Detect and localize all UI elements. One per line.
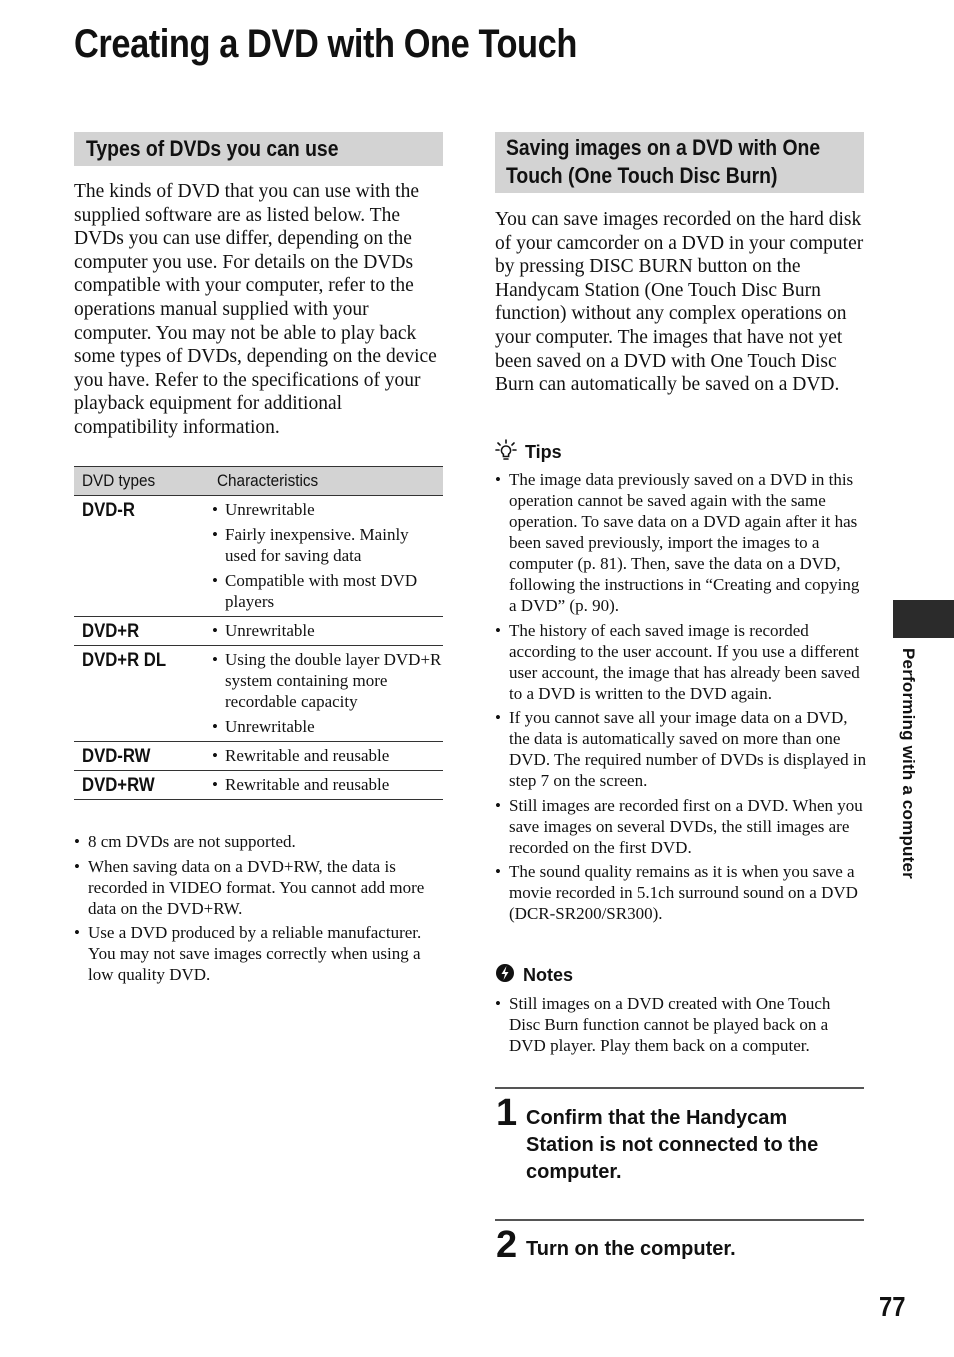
step-instruction: Confirm that the Handycam Station is not connected to the computer.	[526, 1107, 819, 1183]
table-row	[74, 646, 443, 742]
section-heading-dvd-types: Types of DVDs you can use	[74, 132, 443, 166]
list-item: • The sound quality remains as it is when you save a movie recorded in 5.1ch surround sound on a DVD (DCR-SR200/SR300).	[495, 861, 867, 924]
chapter-tab	[893, 600, 954, 638]
tips-list	[495, 469, 867, 928]
notes-heading	[495, 963, 573, 988]
caution-icon	[495, 963, 515, 988]
table-row	[74, 617, 443, 646]
table-row	[74, 496, 443, 617]
dvd-notes-list	[74, 831, 434, 989]
characteristic-item: • Unrewritable	[212, 716, 443, 737]
list-item: • When saving data on a DVD+RW, the data is recorded in VIDEO format. You cannot add more data on the DVD+RW.	[74, 856, 434, 919]
list-item: • The image data previously saved on a DVD in this operation cannot be saved again with the same operation. To save data on a DVD again after it has been saved previously, import the images to a computer (p. 81). Then, save the data on a DVD, following the instructions in “Creating and copying a DVD” (p. 90).	[495, 469, 867, 616]
characteristic-item: • Rewritable and reusable	[212, 774, 443, 795]
characteristics-cell	[212, 496, 443, 617]
dvd-types-intro: The kinds of DVD that you can use with the supplied software are as listed below. The DVDs you can use differ, depending on the computer you use. For details on the DVDs compatible with your computer, refer to the operations manual supplied with your computer. You may not be able to play back some types of DVDs, depending on the device you have. Refer to the specifications of your playback equipment for additional compatibility information.	[74, 181, 437, 438]
tips-heading	[495, 439, 562, 466]
list-item: • The history of each saved image is recorded according to the user account. If you use a different user account, the image that has already been saved to a DVD is written to the DVD again.	[495, 620, 867, 704]
list-item: • Use a DVD produced by a reliable manufacturer. You may not save images correctly when using a low quality DVD.	[74, 922, 434, 985]
list-item: • Still images are recorded first on a DVD. When you save images on several DVDs, the still images are recorded on the first DVD.	[495, 795, 867, 858]
characteristic-item: • Unrewritable	[212, 499, 443, 520]
dvd-type-cell: DVD-RW	[74, 742, 212, 771]
table-header-characteristics: Characteristics	[212, 467, 443, 496]
dvd-types-table	[74, 466, 443, 800]
tips-label: Tips	[525, 442, 562, 462]
step-instruction: Turn on the computer.	[526, 1238, 736, 1260]
page-title: Creating a DVD with One Touch	[74, 22, 577, 66]
dvd-type-cell: DVD+R	[74, 617, 212, 646]
characteristic-item: • Compatible with most DVD players	[212, 570, 443, 612]
list-item: • 8 cm DVDs are not supported.	[74, 831, 434, 852]
step-divider	[495, 1219, 864, 1221]
page-number: 77	[879, 1291, 906, 1322]
one-touch-intro: You can save images recorded on the hard disk of your camcorder on a DVD in your computer by pressing DISC BURN button on the Handycam Station (One Touch Disc Burn function) without any complex operations on your computer. The images that have not yet been saved on a DVD with One Touch Disc Burn can automatically be saved on a DVD.	[495, 209, 864, 396]
dvd-type-cell: DVD+R DL	[74, 646, 212, 742]
characteristics-cell	[212, 646, 443, 742]
step-number: 2	[496, 1224, 518, 1266]
characteristic-item: • Using the double layer DVD+R system containing more recordable capacity	[212, 649, 443, 712]
dvd-type-cell: DVD-R	[74, 496, 212, 617]
table-header-dvd-types: DVD types	[74, 467, 212, 496]
table-header-row	[74, 467, 443, 496]
lightbulb-icon	[495, 439, 517, 466]
characteristic-item: • Unrewritable	[212, 620, 443, 641]
chapter-label: Performing with a computer	[899, 648, 918, 879]
dvd-type-cell: DVD+RW	[74, 771, 212, 800]
characteristics-cell	[212, 771, 443, 800]
characteristic-item: • Rewritable and reusable	[212, 745, 443, 766]
list-item: • Still images on a DVD created with One Touch Disc Burn function cannot be played back on a DVD player. Play them back on a computer.	[495, 993, 865, 1056]
table-row	[74, 742, 443, 771]
table-row	[74, 771, 443, 800]
step-number: 1	[496, 1092, 518, 1134]
notes-list	[495, 993, 865, 1060]
characteristics-cell	[212, 617, 443, 646]
section-heading-one-touch: Saving images on a DVD with One Touch (One Touch Disc Burn)	[495, 132, 864, 193]
list-item: • If you cannot save all your image data on a DVD, the data is automatically saved on more than one DVD. The required number of DVDs is displayed in step 7 on the screen.	[495, 707, 867, 791]
notes-label: Notes	[523, 965, 574, 985]
characteristics-cell	[212, 742, 443, 771]
characteristic-item: • Fairly inexpensive. Mainly used for saving data	[212, 524, 443, 566]
step-divider	[495, 1087, 864, 1089]
